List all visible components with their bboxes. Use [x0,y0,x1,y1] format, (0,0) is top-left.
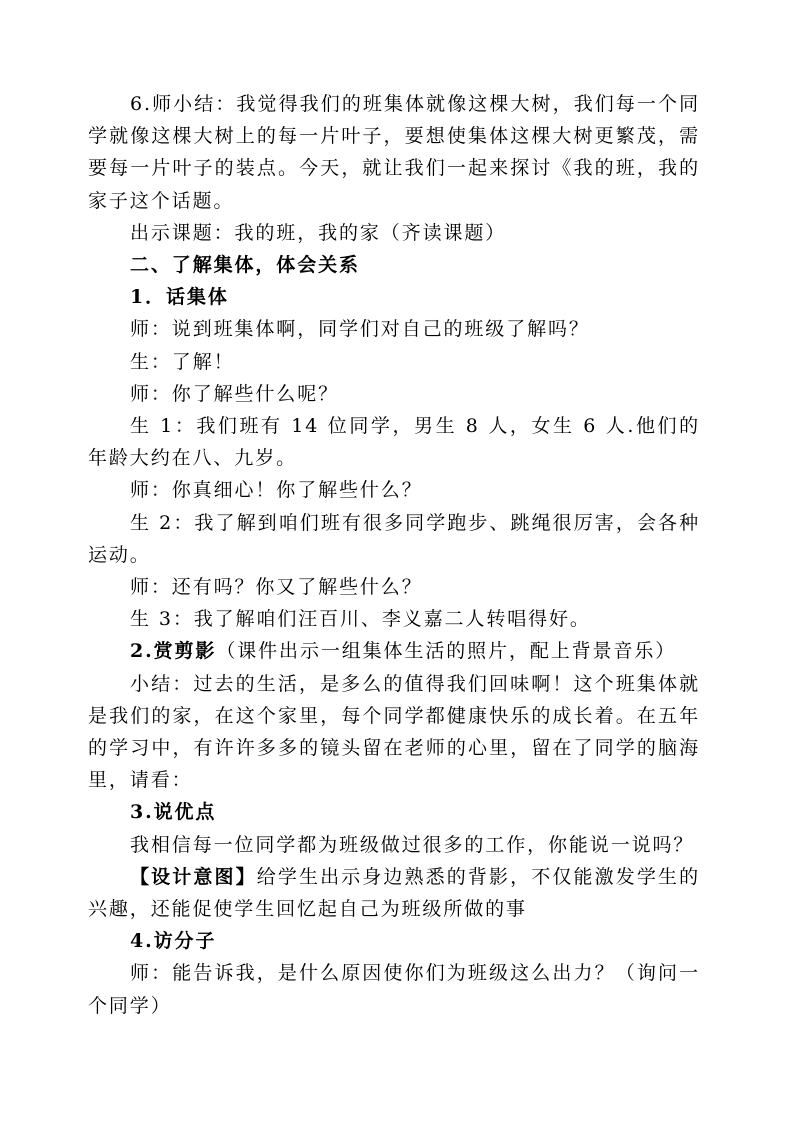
dialogue-line: 生 3：我了解咱们汪百川、李义嘉二人转唱得好。 [130,608,591,631]
document-page [88,88,700,1022]
paragraph-teacher-summary: 6.师小结：我觉得我们的班集体就像这棵大树，我们每一个同学就像这棵大树上的每一片叶子，要想使集体这棵大树更繁茂，需要每一片叶子的装点。今天，就让我们一起来探讨《我的班，我的家子这个话题。 [88,93,700,212]
design-intent-label: 【设计意图】 [130,865,257,888]
paragraph-appreciate-photos [88,635,700,667]
dialogue-line: 师：你真细心！你了解些什么？ [130,479,423,502]
subheading-talk-collective: 1．话集体 [130,286,229,309]
subheading-appreciate-photos: 2.赏剪影 [130,640,217,663]
paragraph-summary: 小结：过去的生活，是多么的值得我们回味啊！这个班集体就是我们的家，在这个家里，每个同学都健康快乐的成长着。在五年的学习中，有许许多多的镜头留在老师的心里，留在了同学的脑海里，请看： [88,672,700,792]
dialogue-line: 师：你了解些什么呢？ [130,382,340,405]
dialogue-line: 生 1：我们班有 14 位同学，男生 8 人，女生 6 人.他们的年龄大约在八、九岁。 [88,415,700,470]
subheading-interview: 4.访分子 [130,930,217,953]
dialogue-line: 生：了解！ [130,350,235,373]
paragraph-show-title: 出示课题：我的班，我的家（齐读课题） [130,221,507,244]
paragraph-design-intent [88,861,700,925]
section-heading-2: 二、了解集体，体会关系 [130,254,360,277]
dialogue-line: 师：还有吗？你又了解些什么？ [130,576,423,599]
paragraph-text: （课件出示一组集体生活的照片，配上背景音乐） [216,640,677,663]
dialogue-line: 师：说到班集体啊，同学们对自己的班级了解吗？ [130,318,590,341]
paragraph-interview-question: 师：能告诉我，是什么原因使你们为班级这么出力？（询问一个同学） [88,962,700,1017]
paragraph-prompt: 我相信每一位同学都为班级做过很多的工作，你能说一说吗？ [130,833,695,856]
paragraph-text: 给学生出示身边熟悉的背影，不仅能激发学生的兴趣，还能促使学生回忆起自己为班级所做的事 [88,865,700,921]
subheading-strengths: 3.说优点 [130,801,217,824]
dialogue-line: 生 2：我了解到咱们班有很多同学跑步、跳绳很厉害，会各种运动。 [88,511,700,566]
